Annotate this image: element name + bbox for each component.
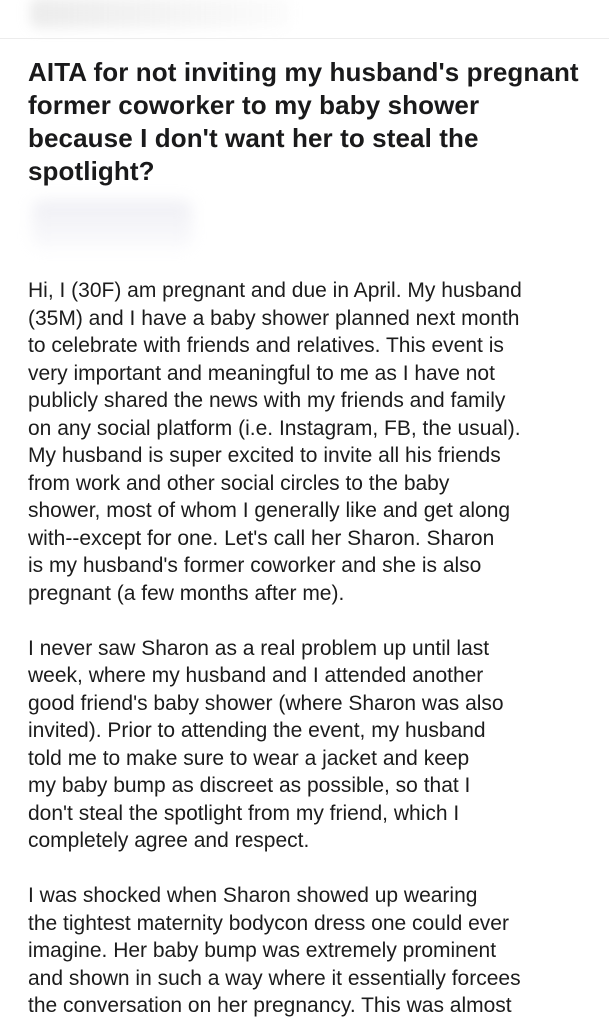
blurred-header [30, 0, 290, 28]
post-paragraph-2: I never saw Sharon as a real problem up until last week, where my husband and I attended another good friend's baby shower (where Sharon was also invited). Prior to attending the event, my husband told me to make sure to wear a jacket and keep my baby bump as discreet as possible, so that I don't steal the spotlight from my friend, which I completely agree and respect. [28, 636, 504, 852]
post-paragraph-3: I was shocked when Sharon showed up wearing the tightest maternity bodycon dress one could ever imagine. Her baby bump was extremely prominent and shown in such a way where it essentially forcees the conversation on her pregnancy. This was almost [28, 884, 521, 1017]
post-paragraph-1: Hi, I (30F) am pregnant and due in April. My husband (35M) and I have a baby shower planned next month to celebrate with friends and relatives. This event is very important and meaningful to me as I have not publicly shared the news with my friends and family on any social platform (i.e. Instagram, FB, the usual). My husband is super excited to invite all his friends from work and other social circles to the baby shower, most of whom I generally like and get along with--except for one. Let's call her Sharon. Sharon is my husband's former coworker and she is also pregnant (a few months after me). [28, 279, 522, 605]
post-body [28, 277, 596, 1024]
post-title: AITA for not inviting my husband's pregnant former coworker to my baby shower because I don't want her to steal the spotlight? [28, 57, 579, 186]
divider [0, 38, 609, 39]
blurred-post-meta [32, 200, 192, 248]
